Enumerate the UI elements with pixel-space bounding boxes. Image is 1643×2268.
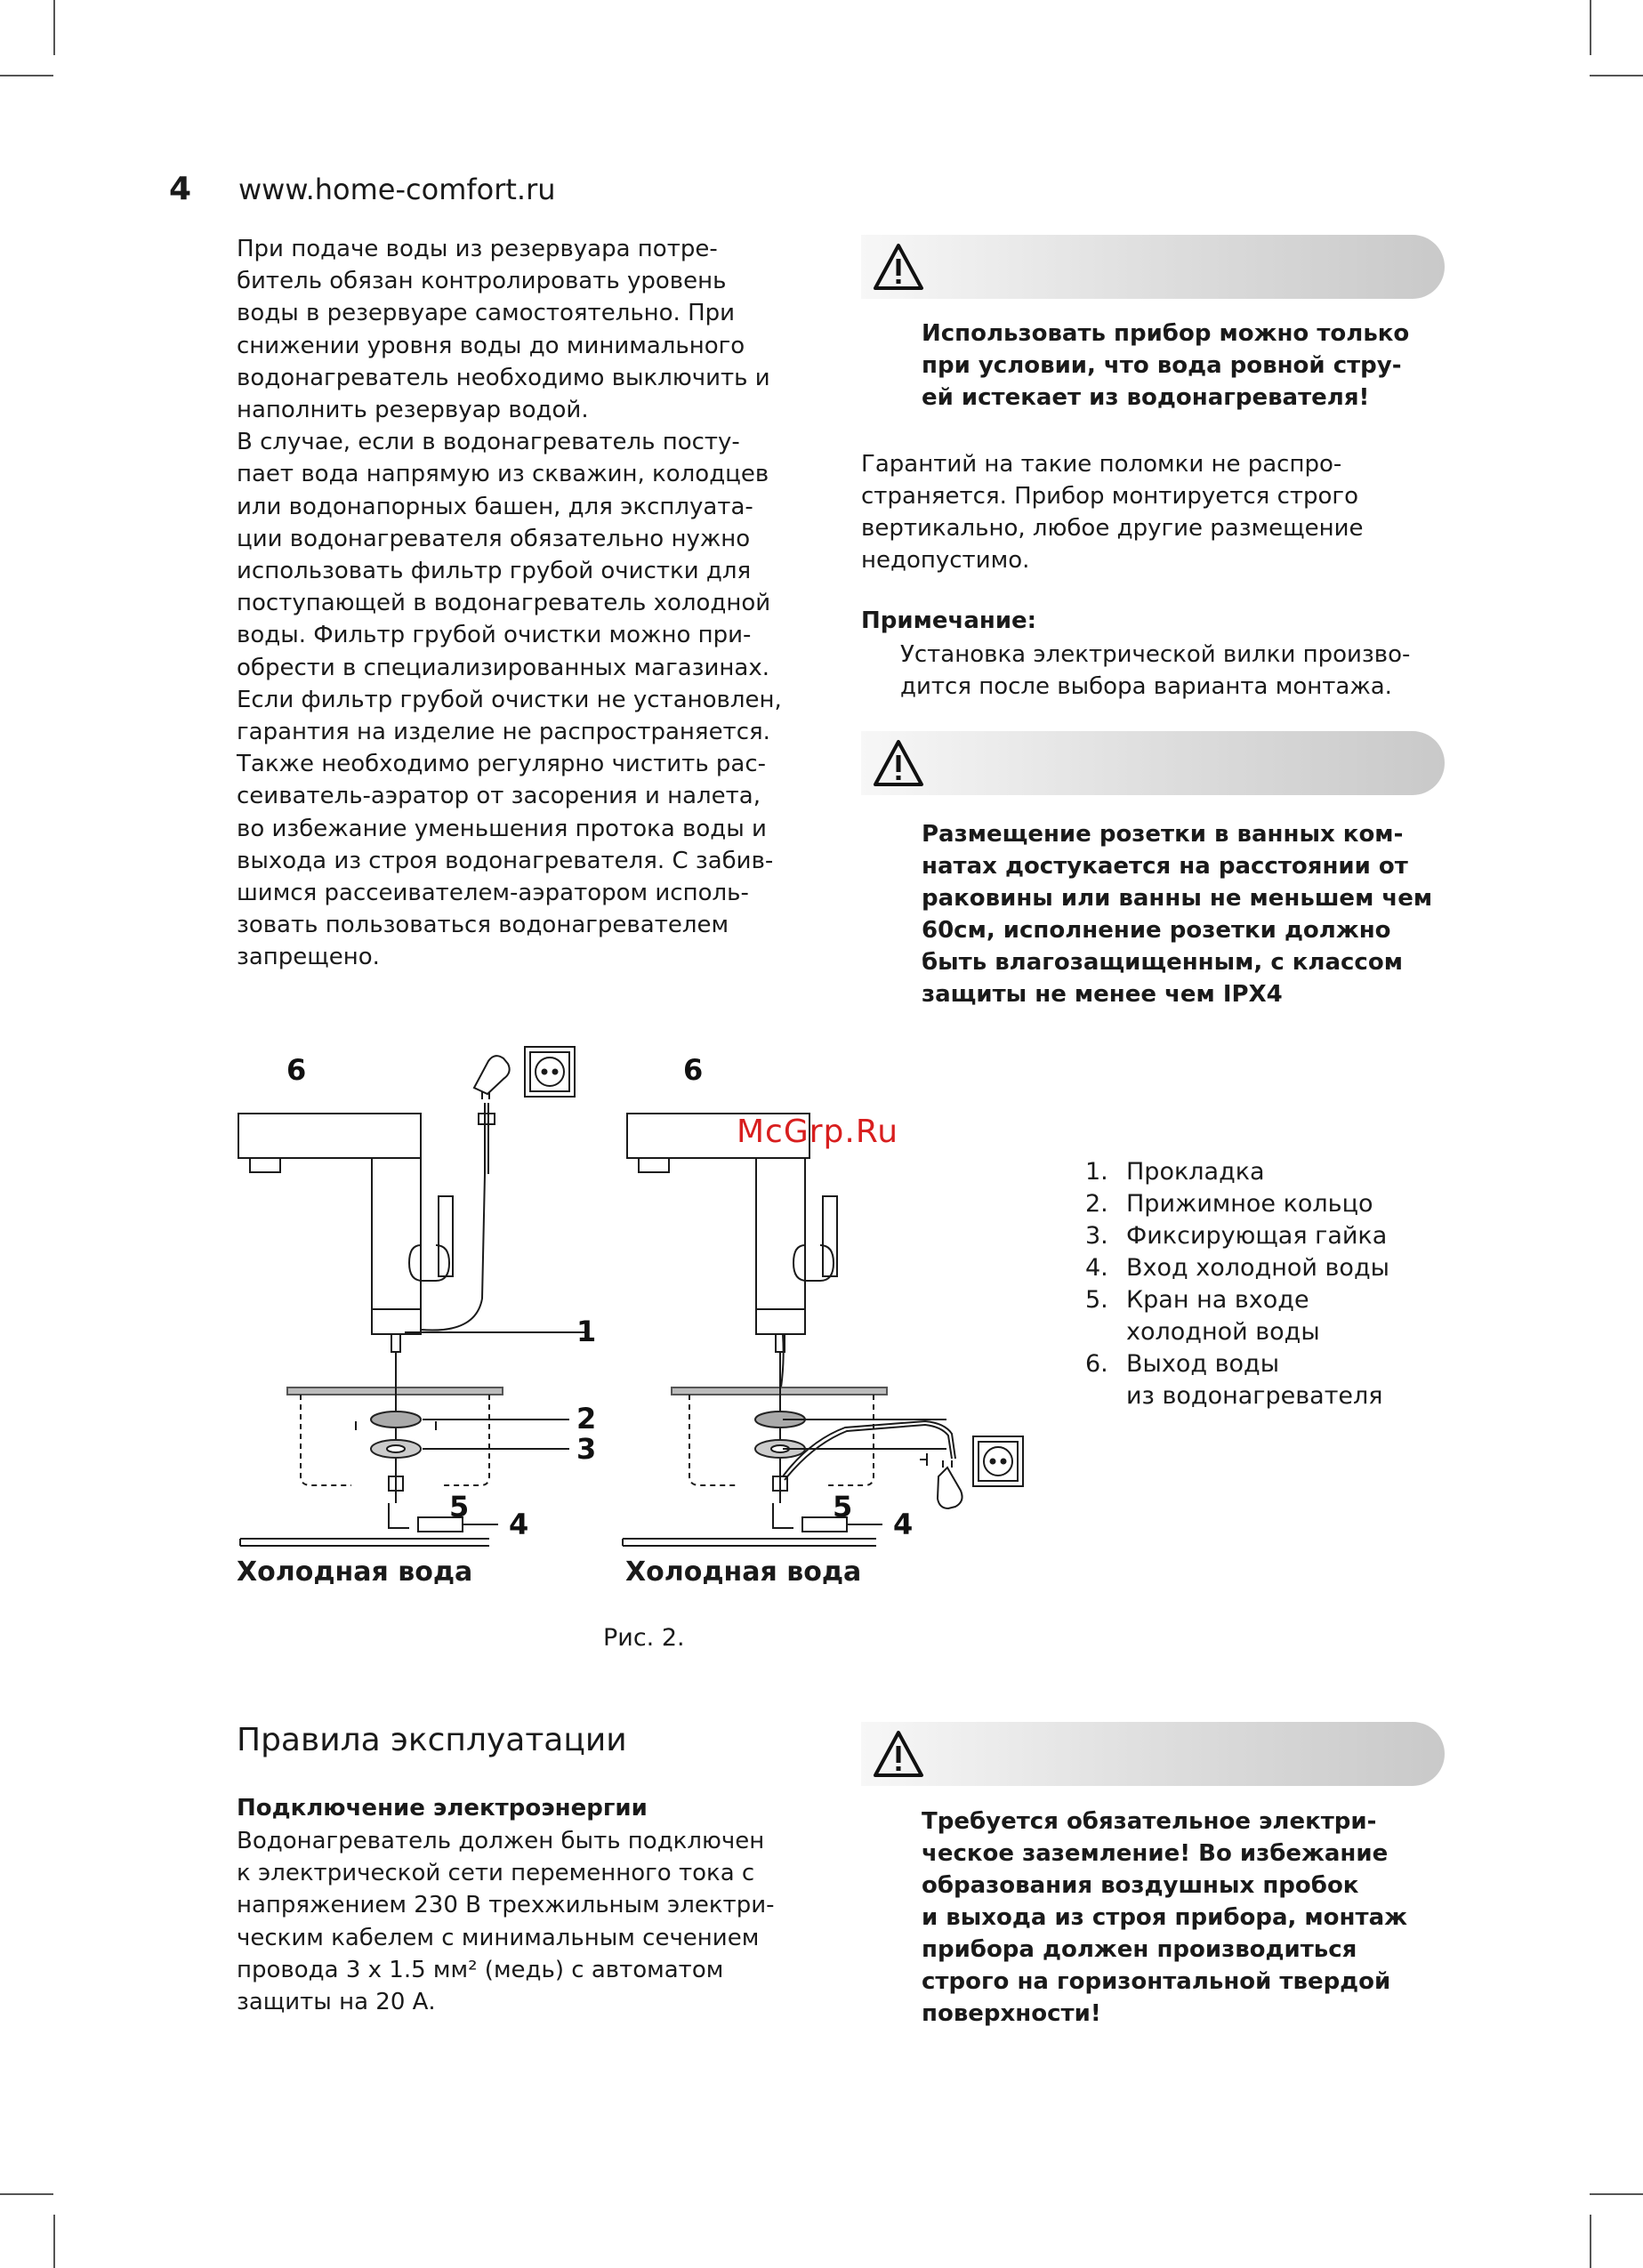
legend-item: 1. Прокладка	[1085, 1158, 1265, 1186]
callout-5-right: 5	[833, 1490, 853, 1524]
legend-item: 6. Выход воды из водонагревателя	[1085, 1350, 1383, 1410]
callout-6-left: 6	[286, 1053, 307, 1087]
warning-triangle-icon	[872, 1729, 925, 1779]
warning-text-socket: Размещение розетки в ванных ком- натах достукается на расстоянии от раковины или ванны не меньшем чем 60см, исполнение розетки должно быть влагозащищенным, с классом защиты не менее чем IPX4	[922, 821, 1433, 1008]
note-body: Установка электрической вилки произво- дится после выбора варианта монтажа.	[900, 641, 1411, 700]
guarantee-paragraph: Гарантий на такие поломки не распро- страняется. Прибор монтируется строго вертикально, любое другие размещение недопустимо.	[861, 451, 1364, 574]
legend	[1085, 1156, 1441, 1412]
callout-2: 2	[576, 1402, 597, 1436]
callout-1: 1	[576, 1315, 597, 1348]
paragraph-text: При подаче воды из резервуара потре- битель обязан контролировать уровень воды в резервуаре самостоятельно. При снижении уровня воды до минимального водонагреватель необходимо выключить и наполнить резервуар водой. В случае, если в водонагреватель посту- пает вода напрямую из скважин, колодцев или водонапорных башен, для эксплуата- ции водонагревателя обязательно нужно использовать фильтр грубой очистки для поступающей в водонагреватель холодной воды. Фильтр грубой очистки можно при- обрести в специализированных магазинах. Если фильтр грубой очистки не установлен, гарантия на изделие не распространяется. Также необходимо регулярно чистить рас- сеиватель-аэратор от засорения и налета, во избежание уменьшения протока воды и выхода из строя водонагревателя. С забив- шимся рассеивателем-аэратором исполь- зовать пользоваться водонагревателем запрещено.	[237, 236, 782, 971]
subsection-title: Подключение электроэнергии	[237, 1795, 648, 1822]
site-url: www.home-comfort.ru	[238, 173, 556, 206]
callout-6-right: 6	[683, 1053, 704, 1087]
plug-icon	[938, 1460, 962, 1508]
legend-item: 4. Вход холодной воды	[1085, 1254, 1389, 1282]
legend-item: 3. Фиксирующая гайка	[1085, 1222, 1388, 1250]
caption-cold-water-left: Холодная вода	[237, 1556, 473, 1588]
warning-text-water-stream: Использовать прибор можно только при условии, что вода ровной стру- ей истекает из водонагревателя!	[922, 320, 1410, 411]
legend-item: 2. Прижимное кольцо	[1085, 1190, 1373, 1218]
warning-bar	[861, 1722, 1445, 1786]
legend-item: 5. Кран на входе холодной воды	[1085, 1286, 1320, 1346]
note-title: Примечание:	[861, 607, 1037, 634]
plug-icon	[474, 1056, 510, 1174]
callout-3: 3	[576, 1432, 597, 1466]
figure-caption: Рис. 2.	[603, 1624, 685, 1652]
warning-text-grounding: Требуется обязательное электри- ческое заземление! Во избежание образования воздушных пробок и выхода из строя прибора, монтаж прибора должен производиться строго на горизонтальной твердой поверхности!	[922, 1808, 1407, 2027]
watermark: McGrp.Ru	[737, 1114, 899, 1150]
page-number: 4	[169, 171, 192, 207]
socket-icon	[973, 1436, 1023, 1486]
faucet-left	[238, 1114, 587, 1352]
callout-4-right: 4	[893, 1508, 914, 1541]
power-paragraph: Водонагреватель должен быть подключен к электрической сети переменного тока с напряжением 230 В трехжильным электри- ческим кабелем с минимальным сечением провода 3 х 1.5 мм² (медь) с автоматом защиты на 20 А.	[237, 1828, 775, 2016]
faucet-right	[627, 1114, 837, 1387]
section-title: Правила эксплуатации	[237, 1722, 627, 1758]
callout-5-left: 5	[449, 1490, 470, 1524]
socket-icon	[525, 1047, 575, 1097]
callout-4-left: 4	[509, 1508, 529, 1541]
caption-cold-water-right: Холодная вода	[625, 1556, 862, 1588]
